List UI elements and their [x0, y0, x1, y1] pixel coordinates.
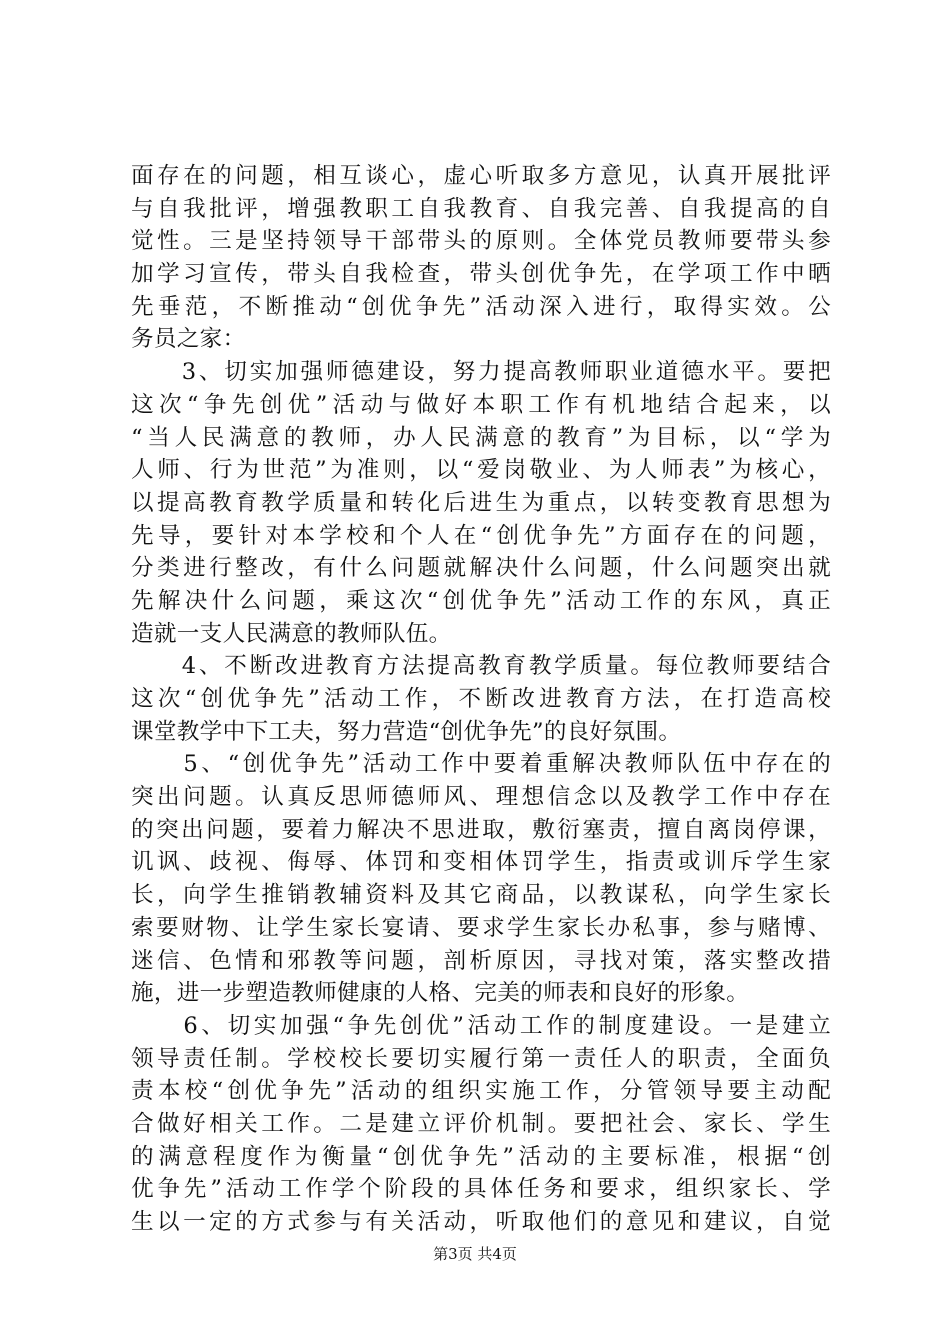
document-body: [131, 160, 831, 1239]
text-line: 3、切实加强师德建设，努力提高教师职业道德水平。要把: [131, 359, 831, 386]
text-line: 责本校“创优争先”活动的组织实施工作，分管领导要主动配: [131, 1078, 831, 1105]
text-line: 生以一定的方式参与有关活动，听取他们的意见和建议，自觉: [131, 1209, 831, 1235]
text-line: 造就一支人民满意的教师队伍。: [131, 620, 452, 647]
text-line: “当人民满意的教师，办人民满意的教育”为目标，以“学为: [131, 424, 831, 451]
text-line: 觉性。三是坚持领导干部带头的原则。全体党员教师要带头参: [131, 228, 831, 255]
text-line: 加学习宣传，带头自我检查，带头创优争先，在学项工作中晒: [131, 261, 831, 288]
text-line: 务员之家：: [131, 326, 246, 353]
text-line: 与自我批评，增强教职工自我教育、自我完善、自我提高的自: [131, 195, 831, 222]
text-line: 合做好相关工作。二是建立评价机制。要把社会、家长、学生: [131, 1110, 831, 1137]
text-line: 以提高教育教学质量和转化后进生为重点，以转变教育思想为: [131, 489, 831, 516]
text-line: 施，进一步塑造教师健康的人格、完美的师表和良好的形象。: [131, 980, 750, 1007]
text-line: 课堂教学中下工夫，努力营造“创优争先”的良好氛围。: [131, 718, 682, 745]
text-line: 领导责任制。学校校长要切实履行第一责任人的职责，全面负: [131, 1045, 831, 1072]
text-line: 迷信、色情和邪教等问题，剖析原因，寻找对策，落实整改措: [131, 947, 831, 974]
text-line: 先垂范，不断推动“创优争先”活动深入进行，取得实效。公: [131, 293, 831, 320]
text-line: 长，向学生推销教辅资料及其它商品，以教谋私，向学生家长: [131, 882, 831, 909]
text-line: 面存在的问题，相互谈心，虚心听取多方意见，认真开展批评: [131, 163, 831, 189]
text-line: 优争先”活动工作学个阶段的具体任务和要求，组织家长、学: [131, 1176, 831, 1203]
text-line: 4、不断改进教育方法提高教育教学质量。每位教师要结合: [131, 653, 831, 680]
text-line: 分类进行整改，有什么问题就解决什么问题，什么问题突出就: [131, 555, 831, 582]
text-line: 索要财物、让学生家长宴请、要求学生家长办私事，参与赌博、: [131, 914, 831, 941]
text-line: 突出问题。认真反思师德师风、理想信念以及教学工作中存在: [131, 784, 831, 811]
text-line: 的满意程度作为衡量“创优争先”活动的主要标准，根据“创: [131, 1143, 831, 1170]
text-line: 先导，要针对本学校和个人在“创优争先”方面存在的问题，: [131, 522, 831, 549]
text-line: 这次“创优争先”活动工作，不断改进教育方法，在打造高校: [131, 686, 831, 712]
text-line: 的突出问题，要着力解决不思进取，敷衍塞责，擅自离岗停课，: [131, 816, 831, 843]
text-line: 人师、行为世范”为准则，以“爱岗敬业、为人师表”为核心，: [131, 457, 831, 484]
text-line: 先解决什么问题，乘这次“创优争先”活动工作的东风，真正: [131, 587, 831, 614]
text-line: 6、切实加强“争先创优”活动工作的制度建设。一是建立: [131, 1012, 831, 1039]
text-line: 这次“争先创优”活动与做好本职工作有机地结合起来，以: [131, 391, 831, 418]
page-number-footer: 第3页 共4页: [433, 1245, 517, 1263]
text-line: 5、“创优争先”活动工作中要着重解决教师队伍中存在的: [131, 751, 831, 778]
text-line: 讥讽、歧视、侮辱、体罚和变相体罚学生，指责或训斥学生家: [131, 849, 831, 876]
